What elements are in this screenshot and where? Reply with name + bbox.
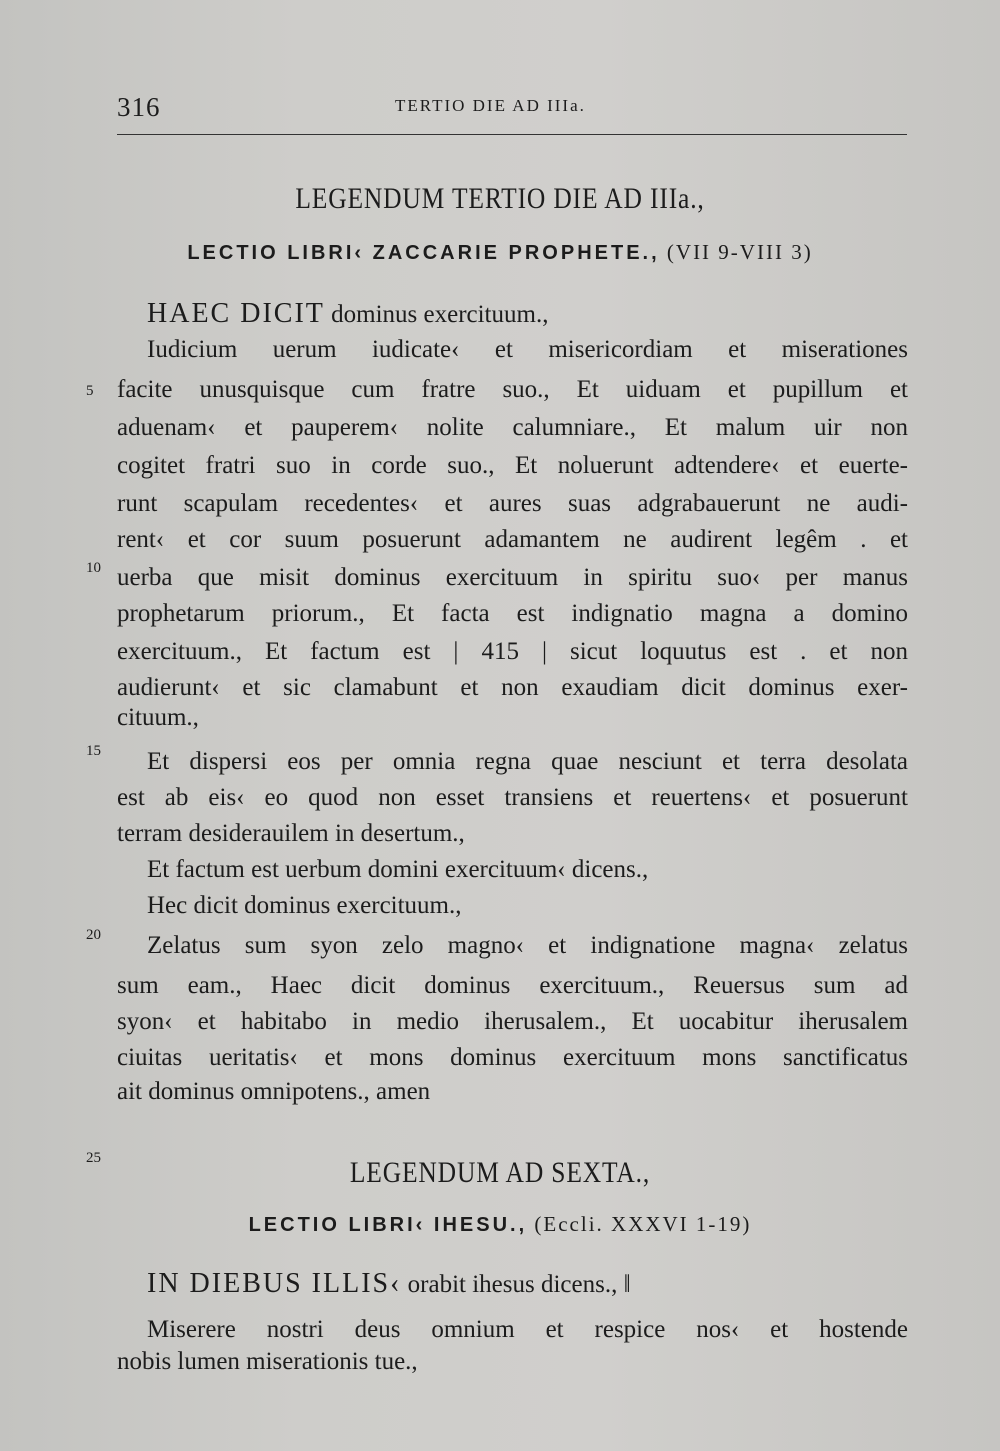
text-line: ait dominus omnipotens., amen [117,1078,431,1105]
line-text: orabit ihesus dicens., ‖ [401,1271,631,1298]
running-title: TERTIO DIE AD IIIa. [395,96,586,115]
text-line: ciuitas ueritatis‹ et mons dominus exercituum mons sanctificatus [117,1044,908,1071]
line-number: 25 [86,1150,101,1166]
text-line: Iudicium uerum iudicate‹ et misericordiam et miserationes [147,336,908,363]
lectio-heading [0,240,1000,265]
text-line [147,298,908,334]
text-line: syon‹ et habitabo in medio iherusalem., Et uocabitur iherusalem [117,1008,908,1035]
text-line: sum eam., Haec dicit dominus exercituum., Reuersus sum ad [117,972,908,999]
header-rule [117,134,907,135]
page-number: 316 [117,92,161,122]
text-line: Zelatus sum syon zelo magno‹ et indignatione magna‹ zelatus [147,932,908,959]
opening-capitals: IN DIEBUS ILLIS‹ [147,1268,402,1299]
line-text: dominus exercituum., [324,301,549,328]
opening-capitals: HAEC DICIT [147,298,325,329]
line-number: 10 [86,560,101,576]
lectio-label: LECTIO LIBRI‹ IHESU., [248,1214,528,1236]
lectio-label: LECTIO LIBRI‹ ZACCARIE PROPHETE., [187,242,660,264]
line-number: 15 [86,743,101,759]
lectio-heading [0,1212,1000,1237]
text-line: nobis lumen miserationis tue., [117,1348,418,1375]
scripture-reference: (VII 9-VIII 3) [666,240,813,264]
text-line: audierunt‹ et sic clamabunt et non exaudiam dicit dominus exer- [117,674,908,701]
text-line [147,1268,908,1304]
text-line: terram desiderauilem in desertum., [117,820,465,847]
line-number: 5 [86,383,94,399]
scripture-reference: (Eccli. XXXVI 1-19) [534,1212,752,1236]
text-line: prophetarum priorum., Et facta est indignatio magna a domino [117,600,908,627]
text-line: rent‹ et cor suum posuerunt adamantem ne audirent legêm . et [117,526,908,553]
text-line: est ab eis‹ eo quod non esset transiens et reuertens‹ et posuerunt [117,784,908,811]
text-line: aduenam‹ et pauperem‹ nolite calumniare., Et malum uir non [117,414,908,441]
text-line: cituum., [117,704,199,731]
text-line: runt scapulam recedentes‹ et aures suas adgrabauerunt ne audi- [117,490,908,517]
text-line: Hec dicit dominus exercituum., [147,892,462,919]
text-line: Miserere nostri deus omnium et respice nos‹ et hostende [147,1316,908,1343]
text-line: cogitet fratri suo in corde suo., Et noluerunt adtendere‹ et euerte- [117,452,908,479]
text-line: Et dispersi eos per omnia regna quae nesciunt et terra desolata [147,748,908,775]
text-line: uerba que misit dominus exercituum in spiritu suo‹ per manus [117,564,908,591]
text-line: Et factum est uerbum domini exercituum‹ dicens., [147,856,649,883]
running-head [117,92,907,132]
line-number: 20 [86,927,101,943]
section-title: LEGENDUM AD SEXTA., [349,1156,651,1189]
text-line: facite unusquisque cum fratre suo., Et uiduam et pupillum et [117,376,908,403]
section-title: LEGENDUM TERTIO DIE AD IIIa., [295,182,705,215]
text-line: exercituum., Et factum est | 415 | sicut loquutus est . et non [117,638,908,665]
